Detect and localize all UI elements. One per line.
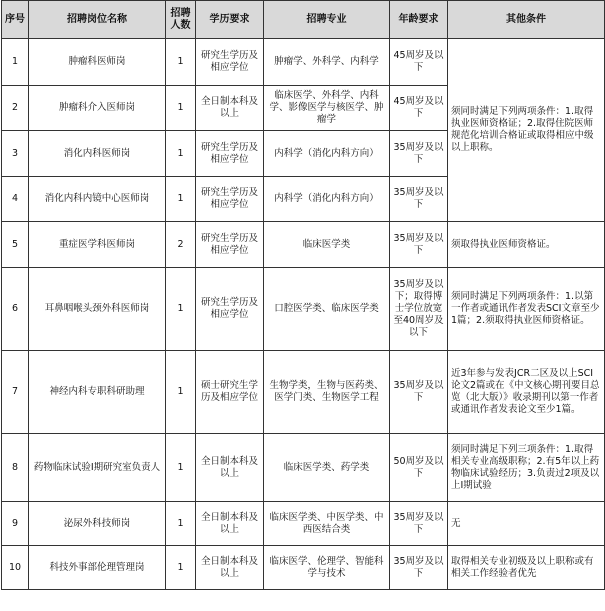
cell-major: 临床医学、伦理学、智能科学与技术	[264, 546, 390, 590]
header-no: 序号	[2, 1, 29, 39]
cell-education: 研究生学历及相应学位	[196, 177, 264, 222]
cell-major: 临床医学类、中医学类、中西医结合类	[264, 502, 390, 546]
cell-other: 近3年参与发表JCR二区及以上SCI论文2篇或在《中文核心期刊要目总览（北大版）》收录期刊以第一作者或通讯作者发表论文至少1篇。	[448, 351, 605, 434]
table-row	[2, 351, 605, 434]
cell-age: 50周岁及以下	[390, 434, 448, 502]
cell-education: 全日制本科及以上	[196, 502, 264, 546]
cell-position: 泌尿外科技师岗	[29, 502, 166, 546]
header-position: 招聘岗位名称	[29, 1, 166, 39]
cell-other: 须取得执业医师资格证。	[448, 222, 605, 268]
table-row	[2, 434, 605, 502]
cell-no: 4	[2, 177, 29, 222]
cell-major: 肿瘤学、外科学、内科学	[264, 39, 390, 86]
cell-education: 全日制本科及以上	[196, 434, 264, 502]
cell-position: 神经内科专职科研助理	[29, 351, 166, 434]
cell-age: 35周岁及以下	[390, 177, 448, 222]
header-age: 年龄要求	[390, 1, 448, 39]
cell-position: 消化内科内镜中心医师岗	[29, 177, 166, 222]
cell-position: 科技外事部伦理管理岗	[29, 546, 166, 590]
cell-education: 研究生学历及相应学位	[196, 222, 264, 268]
cell-major: 内科学（消化内科方向）	[264, 177, 390, 222]
cell-other: 须同时满足下列两项条件：1.以第一作者或通讯作者发表SCI文章至少1篇；2.须取得执业医师资格证。	[448, 268, 605, 351]
cell-no: 5	[2, 222, 29, 268]
cell-count: 1	[166, 177, 196, 222]
cell-count: 1	[166, 502, 196, 546]
table-row	[2, 502, 605, 546]
cell-age: 45周岁及以下	[390, 86, 448, 131]
cell-count: 1	[166, 546, 196, 590]
cell-count: 1	[166, 39, 196, 86]
cell-other-merged: 须同时满足下列两项条件：1.取得执业医师资格证；2.取得住院医师规范化培训合格证或取得相应中级以上职称。	[448, 39, 605, 222]
cell-no: 1	[2, 39, 29, 86]
cell-age: 45周岁及以下	[390, 39, 448, 86]
header-education: 学历要求	[196, 1, 264, 39]
cell-education: 研究生学历及相应学位	[196, 131, 264, 177]
cell-position: 肿瘤科医师岗	[29, 39, 166, 86]
cell-major: 临床医学、外科学、内科学、影像医学与核医学、肿瘤学	[264, 86, 390, 131]
cell-no: 9	[2, 502, 29, 546]
cell-count: 1	[166, 351, 196, 434]
cell-other: 无	[448, 502, 605, 546]
cell-no: 7	[2, 351, 29, 434]
cell-count: 1	[166, 131, 196, 177]
table-header-row	[2, 1, 605, 39]
cell-major: 内科学（消化内科方向）	[264, 131, 390, 177]
cell-count: 1	[166, 86, 196, 131]
header-other: 其他条件	[448, 1, 605, 39]
cell-no: 3	[2, 131, 29, 177]
cell-age: 35周岁及以下	[390, 351, 448, 434]
table-row	[2, 222, 605, 268]
cell-age: 35周岁及以下	[390, 546, 448, 590]
cell-education: 研究生学历及相应学位	[196, 39, 264, 86]
cell-position: 肿瘤科介入医师岗	[29, 86, 166, 131]
cell-age: 35周岁及以下	[390, 222, 448, 268]
cell-count: 1	[166, 268, 196, 351]
cell-count: 2	[166, 222, 196, 268]
cell-other: 须同时满足下列三项条件：1.取得相关专业高级职称；2.有5年以上药物临床试验经历；3.负责过2项及以上I期试验	[448, 434, 605, 502]
cell-no: 10	[2, 546, 29, 590]
cell-education: 研究生学历及相应学位	[196, 268, 264, 351]
cell-age: 35周岁及以下	[390, 131, 448, 177]
cell-position: 消化内科医师岗	[29, 131, 166, 177]
header-count: 招聘人数	[166, 1, 196, 39]
table-row	[2, 39, 605, 86]
cell-age: 35周岁及以下	[390, 502, 448, 546]
table-row	[2, 546, 605, 590]
cell-education: 全日制本科及以上	[196, 546, 264, 590]
cell-no: 6	[2, 268, 29, 351]
cell-other: 取得相关专业初级及以上职称或有相关工作经验者优先	[448, 546, 605, 590]
cell-major: 口腔医学类、临床医学类	[264, 268, 390, 351]
cell-no: 8	[2, 434, 29, 502]
cell-major: 生物学类，生物与医药类、医学门类、生物医学工程	[264, 351, 390, 434]
cell-education: 全日制本科及以上	[196, 86, 264, 131]
header-major: 招聘专业	[264, 1, 390, 39]
cell-no: 2	[2, 86, 29, 131]
cell-position: 药物临床试验I期研究室负责人	[29, 434, 166, 502]
cell-position: 重症医学科医师岗	[29, 222, 166, 268]
cell-count: 1	[166, 434, 196, 502]
recruitment-table	[1, 0, 605, 590]
cell-position: 耳鼻咽喉头颈外科医师岗	[29, 268, 166, 351]
table-row	[2, 268, 605, 351]
cell-major: 临床医学类	[264, 222, 390, 268]
cell-education: 硕士研究生学历及相应学位	[196, 351, 264, 434]
cell-age: 35周岁及以下；取得博士学位放宽至40周岁及以下	[390, 268, 448, 351]
cell-major: 临床医学类、药学类	[264, 434, 390, 502]
